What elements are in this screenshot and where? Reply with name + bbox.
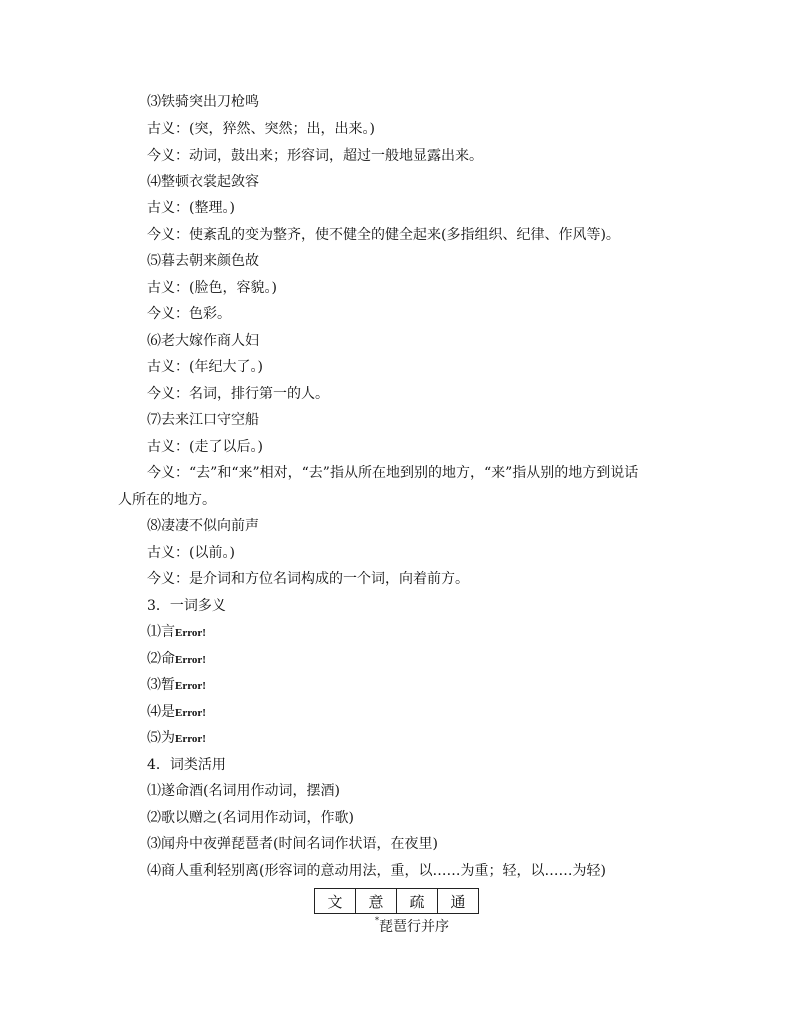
section-heading: 4．词类活用 xyxy=(147,757,226,773)
title-char: 文 xyxy=(315,889,356,914)
modern-meaning-continued: 人所在的地方。 xyxy=(118,492,216,508)
footnote-mark: * xyxy=(375,916,379,925)
modern-meaning: 今义：使紊乱的变为整齐，使不健全的健全起来(多指组织、纪律、作风等)。 xyxy=(147,227,620,243)
item-title: ⑻凄凄不似向前声 xyxy=(147,518,259,534)
ancient-meaning: 古义：(走了以后。) xyxy=(147,439,263,455)
word-class-item: ⑶闻舟中夜弹琵琶者(时间名词作状语，在夜里) xyxy=(147,836,438,852)
item-title: ⑺去来江口守空船 xyxy=(147,412,259,428)
polysemy-word: ⑸为 xyxy=(147,730,175,746)
word-class-item: ⑴遂命酒(名词用作动词，摆酒) xyxy=(147,783,340,799)
item-title: ⑸暮去朝来颜色故 xyxy=(147,253,259,269)
polysemy-item xyxy=(147,675,206,696)
polysemy-item xyxy=(147,622,206,643)
error-field: Error! xyxy=(175,707,206,719)
ancient-meaning: 古义：(整理。) xyxy=(147,200,235,216)
error-field: Error! xyxy=(175,680,206,692)
modern-meaning: 今义：动词，鼓出来；形容词，超过一般地显露出来。 xyxy=(147,148,483,164)
title-char: 通 xyxy=(438,889,479,914)
polysemy-word: ⑵命 xyxy=(147,651,175,667)
error-field: Error! xyxy=(175,627,206,639)
item-title: ⑶铁骑突出刀枪鸣 xyxy=(147,94,259,110)
modern-meaning: 今义：“去”和“来”相对，“去”指从所在地到别的地方，“来”指从别的地方到说话 xyxy=(147,465,639,481)
polysemy-item xyxy=(147,649,206,670)
ancient-meaning: 古义：(突，猝然、突然；出，出来。) xyxy=(147,121,375,137)
polysemy-word: ⑶暂 xyxy=(147,677,175,693)
error-field: Error! xyxy=(175,733,206,745)
ancient-meaning: 古义：(年纪大了。) xyxy=(147,359,263,375)
title-char: 疏 xyxy=(397,889,438,914)
polysemy-word: ⑴言 xyxy=(147,624,175,640)
polysemy-item xyxy=(147,702,206,723)
item-title: ⑹老大嫁作商人妇 xyxy=(147,333,259,349)
modern-meaning: 今义：色彩。 xyxy=(147,306,231,322)
word-class-item: ⑷商人重利轻别离(形容词的意动用法，重，以……为重；轻，以……为轻) xyxy=(147,863,606,879)
title-char: 意 xyxy=(356,889,397,914)
item-title: ⑷整顿衣裳起敛容 xyxy=(147,174,259,190)
section-title-box xyxy=(314,888,479,914)
ancient-meaning: 古义：(脸色，容貌。) xyxy=(147,280,277,296)
ancient-meaning: 古义：(以前。) xyxy=(147,545,235,561)
error-field: Error! xyxy=(175,654,206,666)
section-heading: 3．一词多义 xyxy=(147,598,226,614)
modern-meaning: 今义：是介词和方位名词构成的一个词，向着前方。 xyxy=(147,571,469,587)
polysemy-item xyxy=(147,728,206,749)
text-title-label: 琵琶行并序 xyxy=(379,919,449,935)
modern-meaning: 今义：名词，排行第一的人。 xyxy=(147,386,329,402)
word-class-item: ⑵歌以赠之(名词用作动词，作歌) xyxy=(147,810,354,826)
text-title xyxy=(375,916,449,936)
polysemy-word: ⑷是 xyxy=(147,704,175,720)
